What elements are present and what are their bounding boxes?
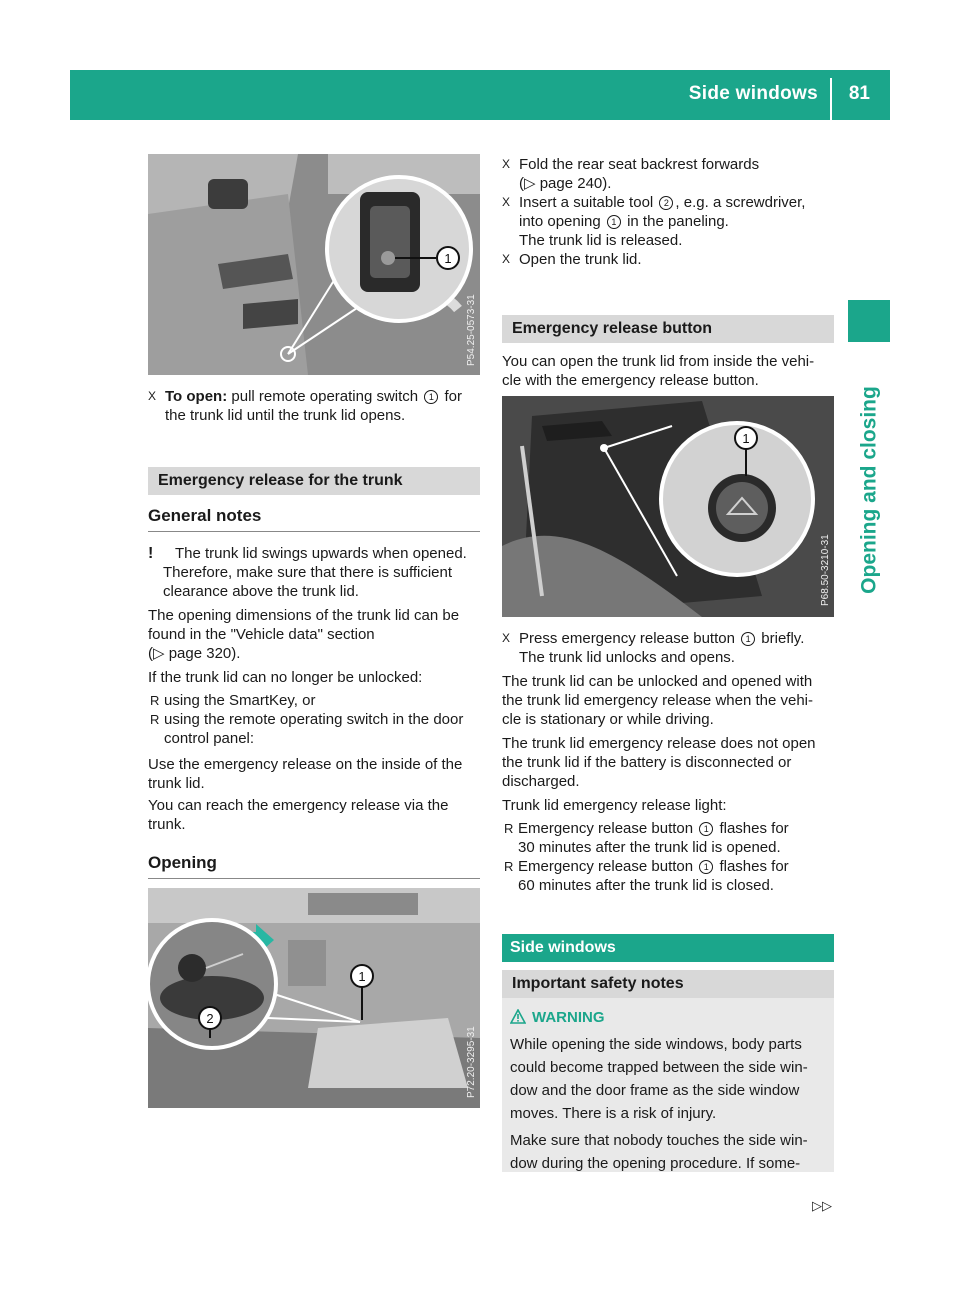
step-text: Open the trunk lid. — [519, 251, 642, 268]
paragraph-line: trunk. — [148, 816, 186, 833]
warning-text: Make sure that nobody touches the side win- — [510, 1132, 808, 1149]
figure-door-panel — [148, 154, 480, 375]
figure-code: P54.25-0573-31 — [466, 294, 477, 366]
notice-block — [148, 544, 480, 601]
open-step — [148, 387, 480, 425]
paragraph-line: cle with the emergency release button. — [502, 372, 759, 389]
step-label: To open: — [165, 388, 228, 405]
callout-2: 2 — [206, 1011, 214, 1026]
step-arrow-icon: X — [502, 195, 511, 209]
paragraph-line: You can reach the emergency release via the — [148, 797, 449, 814]
section-heading-safety: Important safety notes — [502, 970, 834, 998]
step-arrow-icon: X — [502, 157, 511, 171]
paragraph-line: the trunk lid if the battery is disconnected or — [502, 754, 792, 771]
bullet-text: control panel: — [164, 730, 255, 747]
warning-text: While opening the side windows, body parts — [510, 1036, 802, 1053]
bullet-text: 60 minutes after the trunk lid is closed. — [518, 877, 774, 894]
paragraph-line: the trunk lid emergency release when the vehi- — [502, 692, 814, 709]
paragraph: If the trunk lid can no longer be unlocked: — [148, 669, 423, 686]
bullet-icon: R — [150, 712, 160, 727]
paragraph — [502, 352, 834, 390]
header-title: Side windows — [688, 83, 818, 104]
paragraph-line: cle is stationary or while driving. — [502, 711, 714, 728]
warning-text: moves. There is a risk of injury. — [510, 1105, 717, 1122]
section-heading: Emergency release button — [502, 315, 834, 343]
header-band — [70, 70, 890, 120]
paragraph-line: The trunk lid emergency release does not open — [502, 735, 816, 752]
section-heading-side-windows: Side windows — [502, 934, 834, 962]
bullet-list — [502, 819, 834, 895]
notice-icon: ! — [148, 545, 154, 562]
paragraph: Trunk lid emergency release light: — [502, 797, 727, 814]
paragraph-line: discharged. — [502, 773, 580, 790]
bullet-text: flashes for — [719, 858, 789, 875]
warning-text: dow and the door frame as the side window — [510, 1082, 800, 1099]
figure-code: P72.20-3295-31 — [466, 1026, 477, 1098]
chapter-label: Opening and closing — [857, 386, 881, 594]
callout-ref-1: 1 — [699, 822, 713, 836]
notice-text: The trunk lid swings upwards when opened. — [175, 545, 467, 562]
header-divider — [830, 78, 832, 120]
page-ref-icon: (▷ — [148, 645, 165, 662]
step-text: Insert a suitable tool — [519, 194, 654, 211]
page-number: 81 — [848, 83, 870, 104]
callout-ref-1: 1 — [607, 215, 621, 229]
callout-ref-1: 1 — [699, 860, 713, 874]
callout-1: 1 — [444, 251, 452, 266]
steps-block — [502, 155, 834, 269]
bullet-icon: R — [504, 821, 514, 836]
bullet-text: Emergency release button — [518, 858, 694, 875]
page-ref-link[interactable]: page 320). — [168, 645, 241, 662]
step-arrow-icon: X — [502, 252, 511, 266]
figure-code: P68.50-3210-31 — [820, 534, 831, 606]
warning-triangle-icon — [510, 1009, 526, 1024]
subheading-general-notes: General notes — [148, 506, 480, 532]
bullet-icon: R — [150, 693, 160, 708]
paragraph-line: trunk lid. — [148, 775, 205, 792]
notice-text: clearance above the trunk lid. — [163, 583, 359, 600]
page-ref-icon: (▷ — [519, 175, 536, 192]
bullet-text: 30 minutes after the trunk lid is opened. — [518, 839, 781, 856]
step-text: briefly. — [761, 630, 805, 647]
continue-icon: ▷▷ — [812, 1198, 832, 1213]
bullet-text: flashes for — [719, 820, 789, 837]
bullet-text: using the SmartKey, or — [164, 692, 316, 709]
bullet-list — [148, 691, 480, 748]
step-arrow-icon: X — [148, 389, 157, 403]
paragraph-line: The trunk lid can be unlocked and opened with — [502, 673, 813, 690]
step-arrow-icon: X — [502, 631, 511, 645]
warning-title: WARNING — [532, 1009, 605, 1026]
paragraph — [502, 672, 834, 729]
warning-header — [510, 1008, 826, 1027]
press-step — [502, 629, 834, 667]
warning-text: dow during the opening procedure. If some- — [510, 1155, 801, 1172]
step-result: The trunk lid unlocks and opens. — [519, 649, 735, 666]
step-text: Press emergency release button — [519, 630, 735, 647]
step-result: The trunk lid is released. — [519, 232, 683, 249]
bullet-icon: R — [504, 859, 514, 874]
bullet-text: Emergency release button — [518, 820, 694, 837]
step-text: for — [444, 388, 463, 405]
page-ref-link[interactable]: page 240). — [539, 175, 612, 192]
notice-text: Therefore, make sure that there is sufficient — [163, 564, 453, 581]
warning-box — [502, 998, 834, 1172]
callout-1: 1 — [742, 431, 750, 446]
paragraph-line: Use the emergency release on the inside of the — [148, 756, 463, 773]
bullet-text: using the remote operating switch in the door — [164, 711, 464, 728]
step-text: in the paneling. — [627, 213, 729, 230]
callout-1: 1 — [358, 969, 366, 984]
step-text: pull remote operating switch — [231, 388, 419, 405]
paragraph — [148, 755, 480, 793]
chapter-tab — [848, 300, 890, 342]
callout-ref-1: 1 — [424, 390, 438, 404]
paragraph — [148, 796, 480, 834]
figure-trunk-paneling — [148, 888, 480, 1108]
paragraph-line: The opening dimensions of the trunk lid can be — [148, 607, 460, 624]
warning-text: could become trapped between the side win- — [510, 1059, 808, 1076]
paragraph-line: You can open the trunk lid from inside the vehi- — [502, 353, 815, 370]
paragraph — [148, 606, 480, 663]
paragraph-line: found in the "Vehicle data" section — [148, 626, 375, 643]
figure-emergency-button — [502, 396, 834, 617]
step-continuation: the trunk lid until the trunk lid opens. — [165, 407, 406, 424]
step-text: Fold the rear seat backrest forwards — [519, 156, 760, 173]
subheading-opening: Opening — [148, 853, 480, 879]
section-heading: Emergency release for the trunk — [148, 467, 480, 495]
callout-ref-1: 1 — [741, 632, 755, 646]
step-text: into opening — [519, 213, 601, 230]
step-text: , e.g. a screwdriver, — [675, 194, 806, 211]
callout-ref-2: 2 — [659, 196, 673, 210]
paragraph — [502, 734, 834, 791]
